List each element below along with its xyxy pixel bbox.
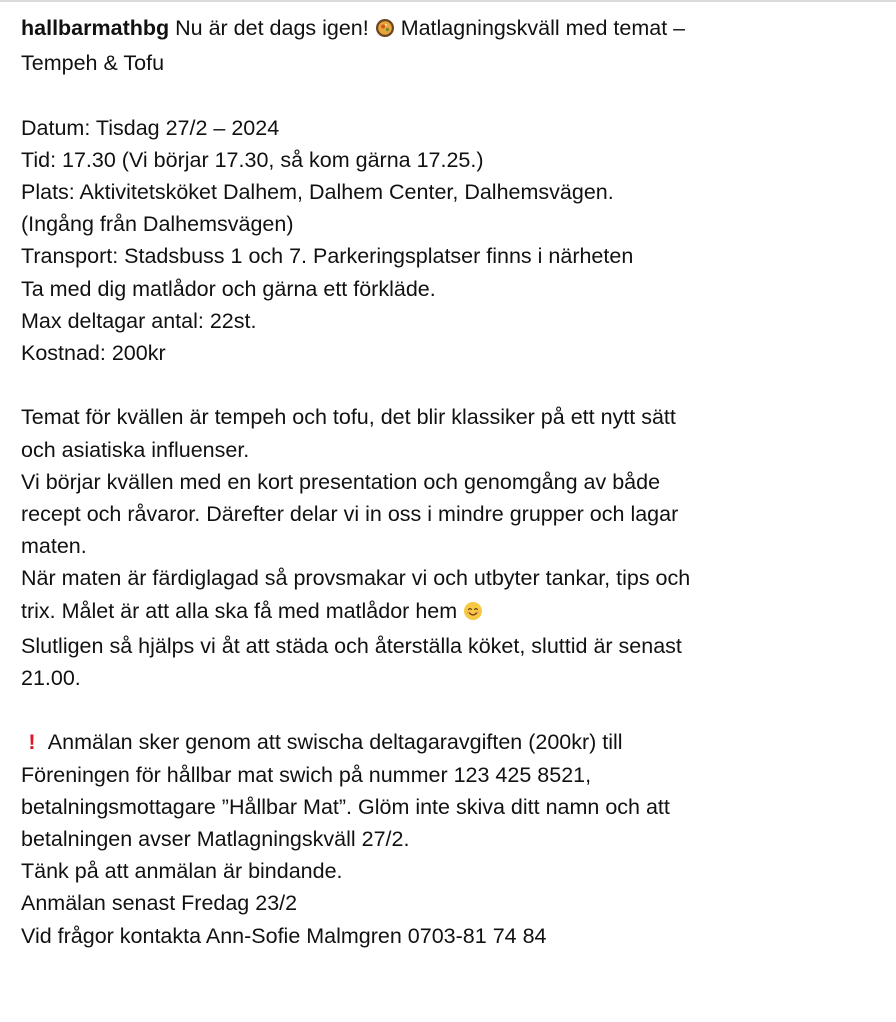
exclamation-icon: ! [28,730,36,755]
signup-line: betalningen avser Matlagningskväll 27/2. [21,827,410,852]
detail-date: Datum: Tisdag 27/2 – 2024 [21,115,280,140]
caption-line-1: hallbarmathbg Nu är det dags igen! Matlagningskväll med temat – [21,12,883,47]
description-line: När maten är färdiglagad så provsmakar vi och utbyter tankar, tips och [21,566,691,591]
detail-time: Tid: 17.30 (Vi börjar 17.30, så kom gärna 17.25.) [21,147,484,172]
top-divider [0,0,896,2]
signup-line: ! Anmälan sker genom att swischa deltagaravgiften (200kr) till [21,726,883,758]
detail-max-participants: Max deltagar antal: 22st. [21,308,257,333]
description-line: maten. [21,534,87,559]
signup-line: Föreningen för hållbar mat swich på nummer 123 425 8521, [21,762,592,787]
detail-place: Plats: Aktivitetsköket Dalhem, Dalhem Center, Dalhemsvägen. [21,180,614,204]
signup-contact: Vid frågor kontakta Ann-Sofie Malmgren 0703-81 74 84 [21,923,547,948]
description-line: Slutligen så hjälps vi åt att städa och återställa köket, sluttid är senast [21,633,682,658]
detail-bring: Ta med dig matlådor och gärna ett förkläde. [21,276,436,301]
description-line: recept och råvaror. Därefter delar vi in oss i mindre grupper och lagar [21,502,679,527]
post-caption [21,12,883,952]
description-line: och asiatiska influenser. [21,437,250,462]
detail-entrance: (Ingång från Dalhemsvägen) [21,212,294,237]
smiling-face-icon [463,598,483,630]
description-line: 21.00. [21,666,81,691]
shallow-pan-of-food-icon [375,15,395,47]
detail-transport: Transport: Stadsbuss 1 och 7. Parkeringsplatser finns i närheten [21,244,634,269]
detail-cost: Kostnad: 200kr [21,341,166,366]
signup-line: Anmälan senast Fredag 23/2 [21,891,298,916]
username-link[interactable]: hallbarmathbg [21,16,170,40]
caption-line-2: Tempeh & Tofu [21,51,165,76]
description-line: trix. Målet är att alla ska få med matlådor hem [21,595,883,630]
description-line: Temat för kvällen är tempeh och tofu, det blir klassiker på ett nytt sätt [21,405,676,430]
description-line: Vi börjar kvällen med en kort presentation och genomgång av både [21,469,661,494]
signup-line: Tänk på att anmälan är bindande. [21,859,343,884]
signup-line: betalningsmottagare ”Hållbar Mat”. Glöm inte skiva ditt namn och att [21,794,670,819]
